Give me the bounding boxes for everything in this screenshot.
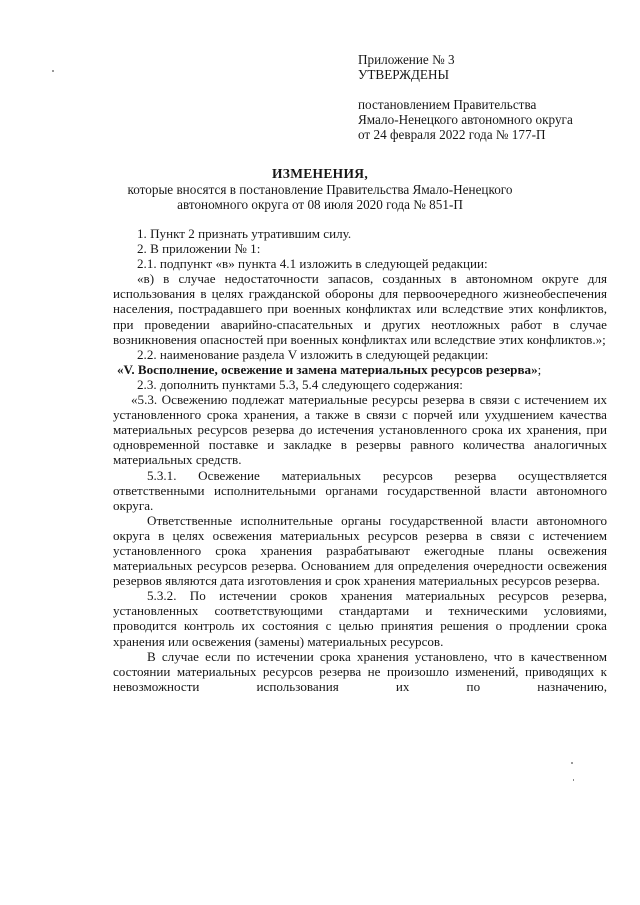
paragraph-2-1-text: «в) в случае недостаточности запасов, созданных в автономном округе для использования в целях гражданской обороны для первоочередного жизнеобеспечения населения, пострадавшего при военных конфликтах или вследствие этих конфликтов, при проведении аварийно-спасательных и других неотложных работ в случае возникновения опасностей при военных конфликтах или вследствие этих конфликтов.»; bbox=[113, 271, 607, 347]
scan-speck bbox=[52, 70, 54, 72]
document-subtitle bbox=[100, 182, 540, 212]
paragraph-2-1: 2.1. подпункт «в» пункта 4.1 изложить в следующей редакции: bbox=[137, 256, 488, 272]
paragraph-2-3: 2.3. дополнить пунктами 5.3, 5.4 следующего содержания: bbox=[137, 376, 463, 392]
approval-region: Ямало-Ненецкого автономного округа bbox=[358, 112, 573, 127]
subtitle-line-2: автономного округа от 08 июля 2020 года № 851-П bbox=[177, 197, 463, 212]
approved-stamp: УТВЕРЖДЕНЫ bbox=[358, 67, 450, 82]
section-v-heading-text: «V. Восполнение, освежение и замена материальных ресурсов резерва» bbox=[117, 361, 538, 377]
section-v-heading bbox=[113, 362, 607, 377]
scan-speck bbox=[573, 779, 574, 781]
paragraph-5-3-2: 5.3.2. По истечении сроков хранения материальных ресурсов резерва, установленных соответствующими стандартами и техническими условиями, проводится контроль их состояния с целью принятия решения о продлении срока хранения или освежения (замены) материальных ресурсов. bbox=[113, 588, 607, 649]
scan-speck bbox=[571, 762, 573, 764]
approval-block bbox=[358, 52, 618, 142]
subtitle-line-1: которые вносятся в постановление Правительства Ямало-Ненецкого bbox=[127, 182, 513, 197]
appendix-number: Приложение № 3 bbox=[358, 52, 455, 67]
paragraph-2-2: 2.2. наименование раздела V изложить в следующей редакции: bbox=[137, 346, 489, 362]
paragraph-5-3-2-case: В случае если по истечении срока хранения установлено, что в качественном состоянии материальных ресурсов резерва не произошло изменений, приводящих к невозможности использования их по назначению, bbox=[113, 648, 607, 694]
section-v-heading-tail: ; bbox=[537, 361, 542, 377]
approval-resolution: постановлением Правительства bbox=[358, 97, 537, 112]
paragraph-5-3-1-plans: Ответственные исполнительные органы государственной власти автономного округа в целях освежения материальных ресурсов резерва в связи с истечением установленного срока хранения разрабатывают ежегодные планы освежения материальных ресурсов резерва. Основанием для определения очередности освежения резервов являются дата изготовления и срок хранения материальных ресурсов резерва. bbox=[113, 512, 607, 589]
paragraph-1: 1. Пункт 2 признать утратившим силу. bbox=[137, 226, 352, 241]
document-body bbox=[113, 226, 607, 694]
paragraph-5-3-1: 5.3.1. Освежение материальных ресурсов резерва осуществляется ответственными исполнительными органами государственной власти автономного округа. bbox=[113, 467, 607, 513]
paragraph-2: 2. В приложении № 1: bbox=[137, 241, 261, 257]
paragraph-5-3: «5.3. Освежению подлежат материальные ресурсы резерва в связи с истечением их установленного срока хранения, а также в связи с порчей или ухудшением качества материальных ресурсов резерва до истечения установленного срока их хранения, при одновременной поставке и закладке в резервы равного количества аналогичных материальных средств. bbox=[113, 392, 607, 468]
approval-date: от 24 февраля 2022 года № 177-П bbox=[358, 127, 546, 142]
document-title: ИЗМЕНЕНИЯ, bbox=[271, 166, 368, 181]
